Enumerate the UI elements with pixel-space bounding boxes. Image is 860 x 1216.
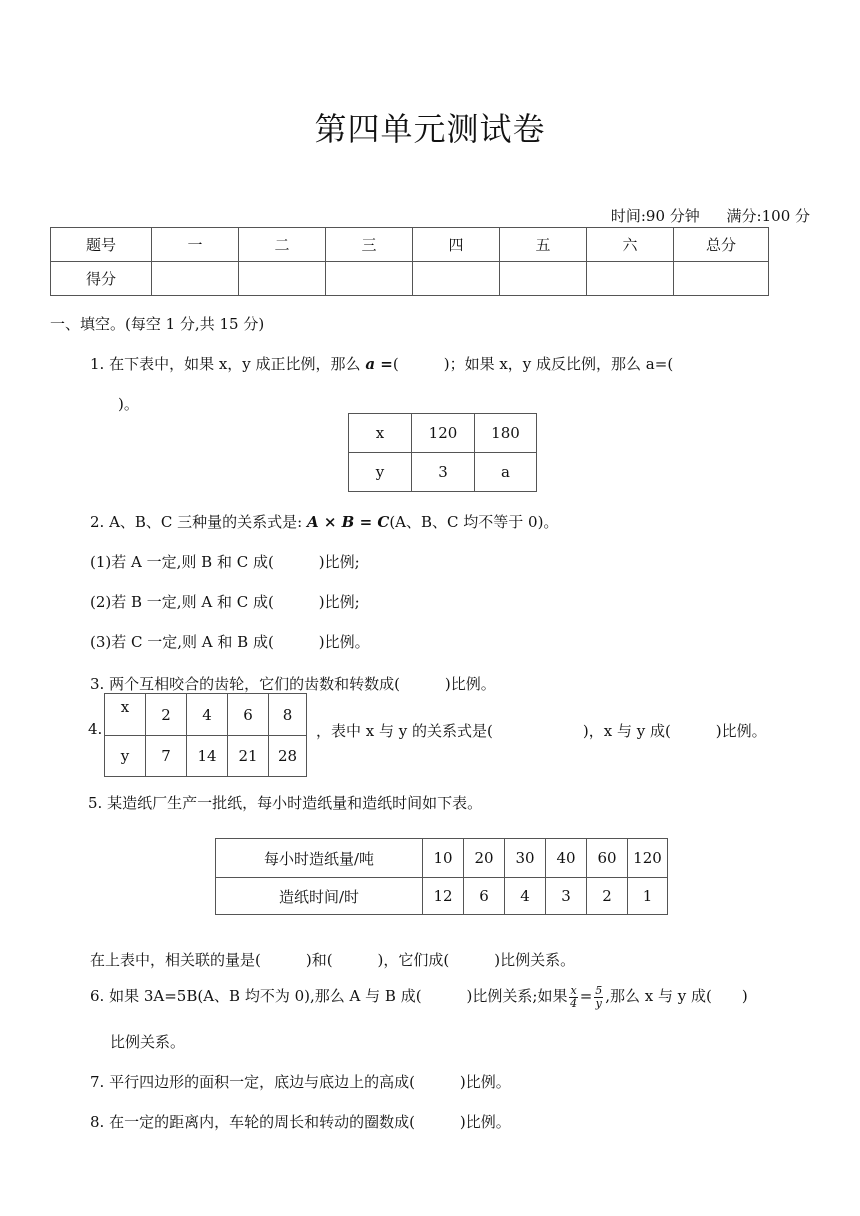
table-row xyxy=(349,453,537,492)
table-cell: x xyxy=(349,414,412,453)
q2-text-b: (A、B、C 均不等于 0)。 xyxy=(389,513,559,531)
score-header-cell: 总分 xyxy=(674,228,769,262)
time-limit: 时间:90 分钟 xyxy=(610,207,700,225)
score-header-cell: 二 xyxy=(239,228,326,262)
equals-sign: = xyxy=(579,987,593,1005)
table-cell: y xyxy=(349,453,412,492)
table-cell: 10 xyxy=(423,839,464,878)
table-cell: 2 xyxy=(146,694,187,736)
question-8: 8. 在一定的距离内，车轮的周长和转动的圈数成( )比例。 xyxy=(90,1113,511,1131)
q6-text-a: 6. 如果 3A=5B(A、B 均不为 0),那么 A 与 B 成( )比例关系;如果 xyxy=(90,987,568,1005)
score-header-cell: 题号 xyxy=(51,228,152,262)
q5-followup: 在上表中，相关联的量是( )和( )，它们成( )比例关系。 xyxy=(90,951,576,969)
exam-meta xyxy=(611,205,810,226)
table-cell: 30 xyxy=(505,839,546,878)
fraction-denominator: y xyxy=(595,996,602,1010)
q2-math: A × B = C xyxy=(307,513,390,531)
page-title: 第四单元测试卷 xyxy=(314,110,546,148)
table-cell: 14 xyxy=(187,736,228,777)
section-heading: 一、填空。(每空 1 分,共 15 分) xyxy=(50,315,265,333)
score-entry-cell[interactable] xyxy=(587,262,674,296)
table-cell: y xyxy=(105,736,146,777)
table-cell: 4 xyxy=(505,878,546,915)
table-cell: 7 xyxy=(146,736,187,777)
table-row xyxy=(349,414,537,453)
table-cell: 每小时造纸量/吨 xyxy=(216,839,423,878)
q6-text-b: ,那么 x 与 y 成( ) xyxy=(605,987,748,1005)
q1-text-b: ( )；如果 x，y 成反比例，那么 a=( xyxy=(392,355,674,373)
fraction-numerator: x xyxy=(570,983,577,997)
table-row xyxy=(216,839,668,878)
table-cell: 6 xyxy=(464,878,505,915)
fraction xyxy=(594,985,603,1010)
question-3: 3. 两个互相咬合的齿轮，它们的齿数和转数成( )比例。 xyxy=(90,675,496,693)
q1-math: a = xyxy=(365,355,393,373)
full-score: 满分:100 分 xyxy=(726,207,810,225)
fraction-numerator: 5 xyxy=(595,983,603,997)
table-cell: 21 xyxy=(228,736,269,777)
q2-sub-1: (1)若 A 一定,则 B 和 C 成( )比例; xyxy=(90,553,360,571)
q1-table xyxy=(348,413,537,492)
table-cell: a xyxy=(475,453,537,492)
q1-text-a: 1. 在下表中，如果 x，y 成正比例，那么 xyxy=(90,355,361,373)
table-cell: 3 xyxy=(546,878,587,915)
table-cell: 8 xyxy=(269,694,307,736)
question-1 xyxy=(90,353,673,374)
question-2 xyxy=(90,511,558,532)
score-header-cell: 六 xyxy=(587,228,674,262)
table-cell: 6 xyxy=(228,694,269,736)
table-cell: 2 xyxy=(587,878,628,915)
score-header-cell: 五 xyxy=(500,228,587,262)
score-entry-cell[interactable] xyxy=(500,262,587,296)
table-row xyxy=(105,694,307,736)
table-cell: 1 xyxy=(628,878,668,915)
table-cell: 12 xyxy=(423,878,464,915)
q6-text-c: 比例关系。 xyxy=(110,1033,186,1051)
fraction-denominator: 4 xyxy=(570,996,578,1010)
score-entry-cell[interactable] xyxy=(326,262,413,296)
score-entry-cell[interactable] xyxy=(152,262,239,296)
question-7: 7. 平行四边形的面积一定，底边与底边上的高成( )比例。 xyxy=(90,1073,511,1091)
table-cell: 60 xyxy=(587,839,628,878)
q4-number: 4. xyxy=(88,720,103,738)
table-cell: 180 xyxy=(475,414,537,453)
score-table-header-row xyxy=(51,228,769,262)
score-header-cell: 三 xyxy=(326,228,413,262)
q4-table xyxy=(104,693,307,777)
table-cell: 4 xyxy=(187,694,228,736)
score-table-score-row xyxy=(51,262,769,296)
score-header-cell: 一 xyxy=(152,228,239,262)
table-cell: 40 xyxy=(546,839,587,878)
table-cell: 120 xyxy=(412,414,475,453)
q2-sub-2: (2)若 B 一定,则 A 和 C 成( )比例; xyxy=(90,593,360,611)
table-cell: 20 xyxy=(464,839,505,878)
score-header-cell: 四 xyxy=(413,228,500,262)
q1-text-c: )。 xyxy=(118,395,139,413)
score-row-label: 得分 xyxy=(51,262,152,296)
q2-text-a: 2. A、B、C 三种量的关系式是: xyxy=(90,513,303,531)
q2-sub-3: (3)若 C 一定,则 A 和 B 成( )比例。 xyxy=(90,633,370,651)
score-entry-cell[interactable] xyxy=(413,262,500,296)
q5-table xyxy=(215,838,668,915)
table-row xyxy=(216,878,668,915)
table-cell: x xyxy=(105,694,146,736)
question-5: 5. 某造纸厂生产一批纸，每小时造纸量和造纸时间如下表。 xyxy=(88,794,483,812)
table-cell: 造纸时间/时 xyxy=(216,878,423,915)
table-row xyxy=(105,736,307,777)
score-entry-cell[interactable] xyxy=(674,262,769,296)
q4-text: ，表中 x 与 y 的关系式是( )，x 与 y 成( )比例。 xyxy=(316,722,767,740)
fraction xyxy=(569,985,577,1010)
score-entry-cell[interactable] xyxy=(239,262,326,296)
table-cell: 3 xyxy=(412,453,475,492)
table-cell: 28 xyxy=(269,736,307,777)
question-6 xyxy=(90,983,748,1010)
score-table xyxy=(50,227,769,296)
table-cell: 120 xyxy=(628,839,668,878)
